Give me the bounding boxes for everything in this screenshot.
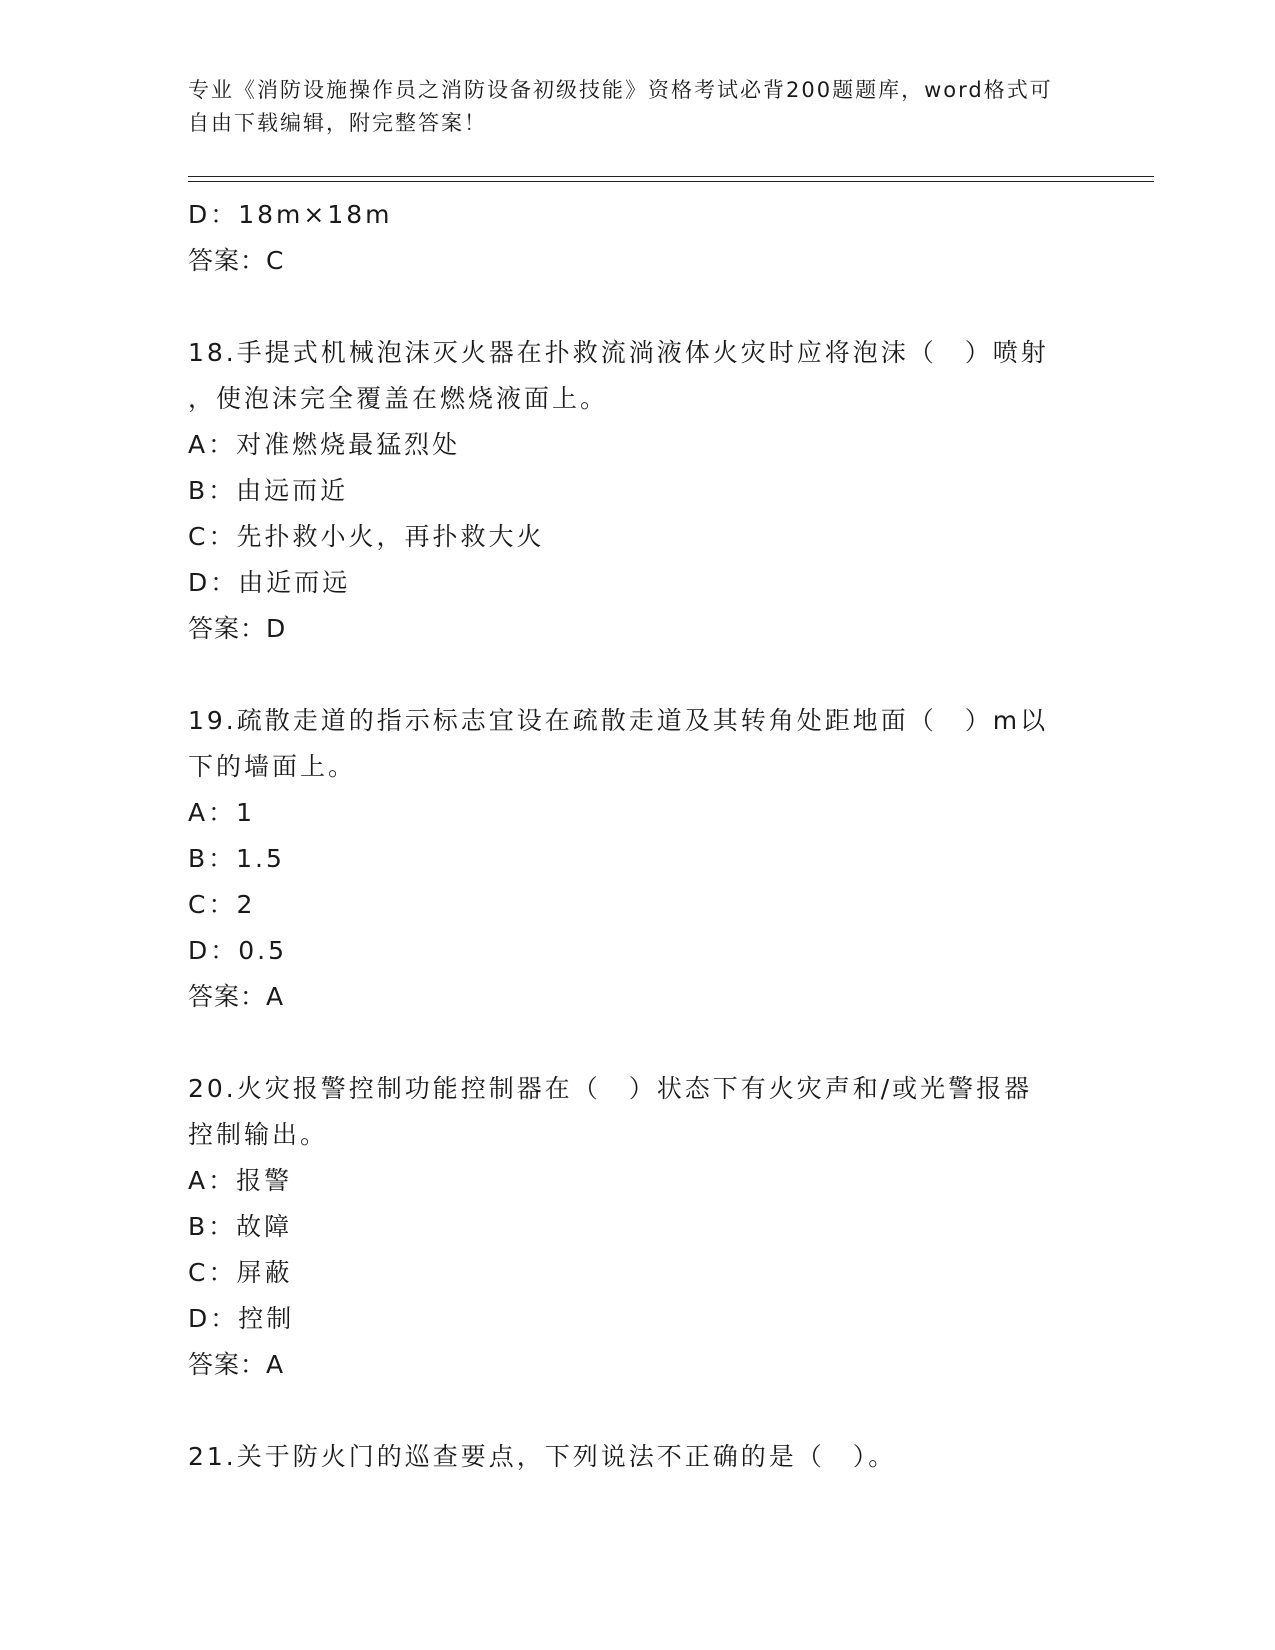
page-header: 专业《消防设施操作员之消防设备初级技能》资格考试必背200题题库，word格式可自由下载编辑，附完整答案！	[188, 78, 1053, 135]
option-d: D：0.5	[188, 936, 288, 965]
option-d: D：控制	[188, 1304, 295, 1333]
option-b: B：故障	[188, 1212, 293, 1241]
option-c: C：先扑救小火，再扑救大火	[188, 522, 545, 551]
option-b: B：由远而近	[188, 476, 349, 505]
answer-line: 答案：C	[188, 246, 285, 275]
question-text-cont: 控制输出。	[188, 1120, 329, 1149]
document-body	[188, 192, 1088, 1480]
option-d: D：由近而远	[188, 568, 351, 597]
option-c: C：屏蔽	[188, 1258, 293, 1287]
answer-line: 答案：A	[188, 982, 285, 1011]
question-text: 21.关于防火门的巡查要点，下列说法不正确的是（ ）。	[188, 1442, 897, 1471]
header-divider-top	[188, 176, 1154, 177]
question-text: 20.火灾报警控制功能控制器在（ ）状态下有火灾声和/或光警报器	[188, 1074, 1033, 1103]
question-text-cont: ，使泡沫完全覆盖在燃烧液面上。	[188, 384, 609, 413]
answer-line: 答案：A	[188, 1350, 285, 1379]
header-divider-bottom	[188, 181, 1154, 182]
option-a: A：1	[188, 798, 256, 827]
answer-line: 答案：D	[188, 614, 287, 643]
option-b: B：1.5	[188, 844, 285, 873]
option-d: D：18m×18m	[188, 200, 393, 229]
question-text: 19.疏散走道的指示标志宜设在疏散走道及其转角处距地面（ ）m以	[188, 706, 1049, 735]
option-a: A：对准燃烧最猛烈处	[188, 430, 461, 459]
option-a: A：报警	[188, 1166, 293, 1195]
question-text: 18.手提式机械泡沫灭火器在扑救流淌液体火灾时应将泡沫（ ）喷射	[188, 338, 1049, 367]
question-text-cont: 下的墙面上。	[188, 752, 357, 781]
option-c: C：2	[188, 890, 256, 919]
